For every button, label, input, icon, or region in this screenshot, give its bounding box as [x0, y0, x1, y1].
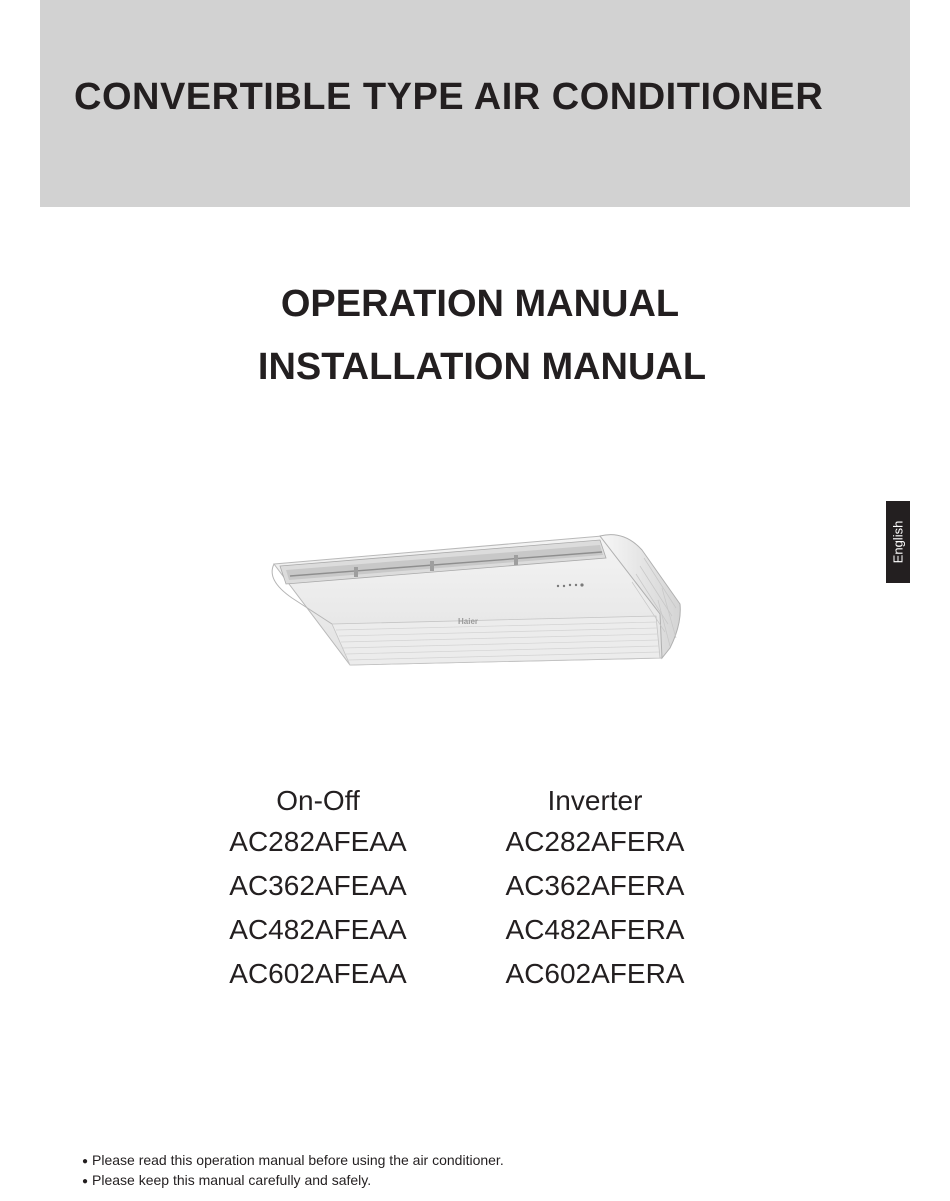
- note-text: Please keep this manual carefully and safely.: [92, 1172, 372, 1188]
- brand-logo: Haier: [458, 617, 479, 626]
- model-number: AC282AFERA: [505, 826, 685, 857]
- language-tab-label: English: [890, 520, 906, 564]
- model-number: AC602AFERA: [505, 958, 685, 989]
- installation-manual-title: INSTALLATION MANUAL: [257, 346, 707, 388]
- note-item: [82, 1150, 504, 1170]
- note-item: [82, 1170, 504, 1190]
- model-number: AC282AFEAA: [229, 826, 407, 857]
- model-number: AC482AFEAA: [229, 914, 407, 945]
- model-number: AC602AFEAA: [229, 958, 407, 989]
- air-conditioner-image: [262, 528, 690, 676]
- model-number: AC482AFERA: [505, 914, 685, 945]
- inverter-heading: Inverter: [547, 785, 643, 816]
- operation-manual-title: OPERATION MANUAL: [280, 283, 680, 325]
- note-text: Please read this operation manual before using the air conditioner.: [92, 1152, 504, 1168]
- notes: [82, 1150, 504, 1190]
- inverter-models: [475, 784, 715, 1002]
- on-off-models: [198, 784, 438, 1002]
- bullet-icon: ●: [82, 1176, 89, 1187]
- document-title: CONVERTIBLE TYPE AIR CONDITIONER: [74, 76, 824, 118]
- model-number: AC362AFEAA: [229, 870, 407, 901]
- bullet-icon: ●: [82, 1156, 89, 1167]
- header-band: [40, 0, 910, 207]
- language-tab: [886, 501, 910, 583]
- model-number: AC362AFERA: [505, 870, 685, 901]
- on-off-heading: On-Off: [276, 785, 360, 816]
